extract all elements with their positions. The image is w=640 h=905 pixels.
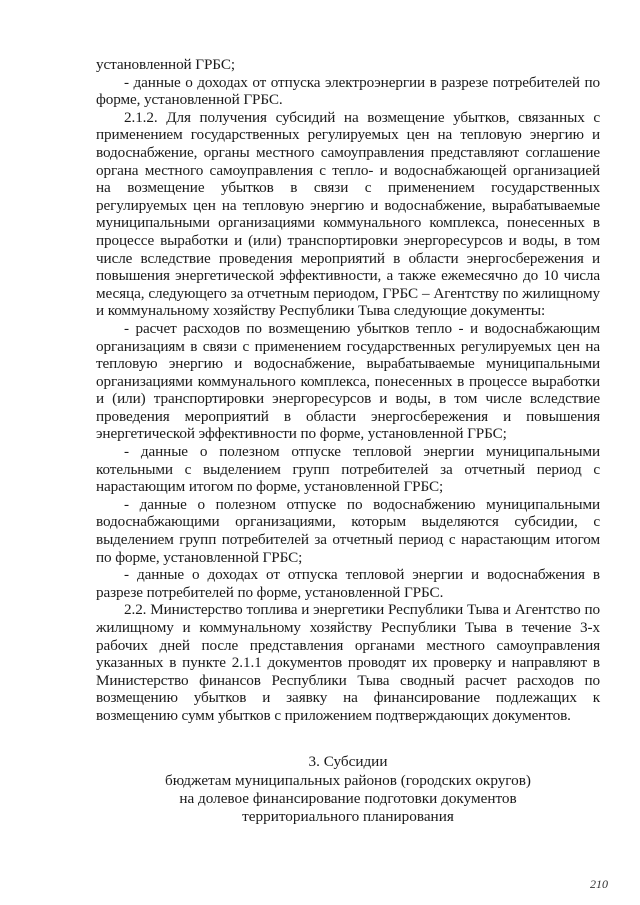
section-title-line-3: территориального планирования: [242, 808, 454, 825]
section-title-line-1: бюджетам муниципальных районов (городских округов): [165, 772, 531, 789]
paragraph-heat-supply-data: - данные о полезном отпуске тепловой энергии муниципальными котельными с выделением групп потребителей за отчетный период с нарастающим итогом по форме, установленной ГРБС;: [96, 443, 600, 496]
paragraph-2-1-2: 2.1.2. Для получения субсидий на возмещение убытков, связанных с применением государственных регулируемых цен на тепловую энергию и водоснабжение, органы местного самоуправления представляют соглашение органа местного самоуправления с тепло- и водоснабжающей организацией на возмещение убытков в связи с применением государственных регулируемых цен на тепловую энергию и водоснабжение, вырабатываемые муниципальными организациями коммунального комплекса, понесенных в процессе выработки и (или) транспортировки энергоресурсов и воды, в том числе вследствие проведения мероприятий в области энергосбережения и повышения энергетической эффективности, а также ежемесячно до 10 числа месяца, следующего за отчетным периодом, ГРБС – Агентству по жилищному и коммунальному хозяйству Республики Тыва следующие документы:: [96, 108, 600, 320]
paragraph-continuation: установленной ГРБС;: [96, 56, 235, 73]
body-text: [96, 56, 600, 725]
section-heading: [96, 753, 600, 826]
paragraph-2-2: 2.2. Министерство топлива и энергетики Республики Тыва и Агентство по жилищному и коммунальному хозяйству Республики Тыва в течение 3-х рабочих дней после представления органами местного самоуправления указанных в пункте 2.1.1 документов проводят их проверку и направляют в Министерство финансов Республики Тыва сводный расчет расходов по возмещению убытков и заявку на финансирование подлежащих к возмещению сумм убытков с приложением подтверждающих документов.: [96, 601, 600, 724]
paragraph-loss-calculation: - расчет расходов по возмещению убытков тепло - и водоснабжающим организациям в связи с применением государственных регулируемых цен на тепловую энергию и водоснабжение, вырабатываемые муниципальными организациями коммунального комплекса, понесенных в процессе выработки и (или) транспортировки энергоресурсов и воды, в том числе вследствие проведения мероприятий в области энергосбережения и повышения энергетической эффективности по форме, установленной ГРБС;: [96, 319, 600, 443]
handwritten-page-number: 210: [590, 877, 608, 891]
section-number: 3. Субсидии: [308, 753, 388, 770]
section-title-line-2: на долевое финансирование подготовки документов: [179, 790, 517, 807]
paragraph-electricity-income: - данные о доходах от отпуска электроэнергии в разрезе потребителей по форме, установленной ГРБС.: [96, 73, 600, 109]
paragraph-heat-water-income: - данные о доходах от отпуска тепловой энергии и водоснабжения в разрезе потребителей по форме, установленной ГРБС.: [96, 566, 600, 601]
paragraph-water-supply-data: - данные о полезном отпуске по водоснабжению муниципальными водоснабжающими организациями, которым выделяются субсидии, с выделением групп потребителей за отчетный период с нарастающим итогом по форме, установленной ГРБС;: [96, 495, 600, 566]
